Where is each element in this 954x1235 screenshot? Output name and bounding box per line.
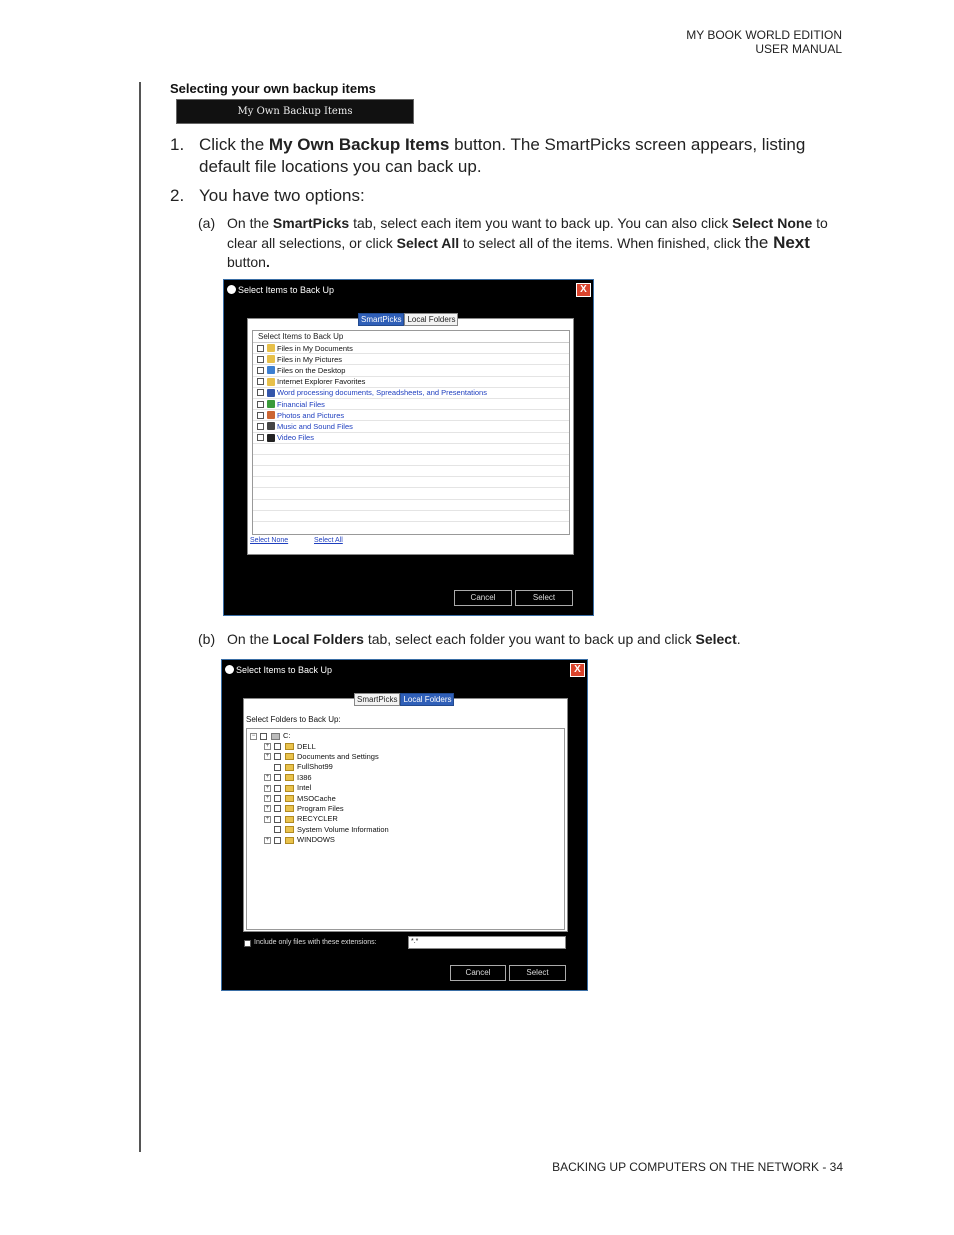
sub-step-a-label: (a) [198,215,216,231]
empty-row [253,488,569,499]
sub-step-b-label: (b) [198,631,216,647]
smartpicks-item-label: Music and Sound Files [277,421,353,431]
folder-row[interactable] [264,783,564,793]
smartpicks-item-label: Internet Explorer Favorites [277,377,366,387]
folder-row[interactable] [264,814,564,824]
dialog-1-close-button[interactable]: X [576,283,591,297]
extensions-label: Include only files with these extensions: [254,939,377,946]
step-2-text: You have two options: [199,186,365,205]
section-title: Selecting your own backup items [170,81,376,96]
dialog-2-panel [243,695,568,932]
folder-icon [285,785,294,792]
running-header [686,28,842,56]
sub-b-b2: Select [695,631,737,647]
my-own-backup-items-button-image: My Own Backup Items [176,99,414,124]
expand-icon[interactable]: + [265,795,270,802]
expand-icon [264,826,271,833]
sub-a-b1: SmartPicks [272,215,350,231]
folder-row[interactable] [264,793,564,803]
dialog-1-panel [247,315,574,555]
folder-label: WINDOWS [297,835,335,845]
checkbox[interactable] [257,423,264,430]
step-1 [170,134,806,176]
smartpicks-item[interactable] [253,365,569,376]
smartpicks-item[interactable] [253,343,569,354]
expand-icon[interactable]: + [265,805,270,812]
step-1-pre: Click the [199,135,269,154]
checkbox[interactable] [257,345,264,352]
drive-icon [271,733,280,740]
checkbox[interactable] [274,816,281,823]
smartpicks-list [252,330,570,535]
app-icon [225,665,234,674]
folder-icon [285,816,294,823]
empty-row [253,466,569,477]
empty-row [253,455,569,466]
select-folders-label: Select Folders to Back Up: [246,715,341,724]
folder-row[interactable] [264,804,564,814]
tab-smartpicks[interactable]: SmartPicks [354,693,400,706]
folder-row[interactable] [264,825,564,835]
expand-icon[interactable]: + [265,753,270,760]
dialog-2-close-button[interactable]: X [570,663,585,677]
checkbox[interactable] [274,743,281,750]
folder-rows [250,741,564,845]
item-type-icon [267,355,275,363]
local-folders-dialog [221,659,588,991]
smartpicks-list-header: Select Items to Back Up [253,331,569,343]
checkbox[interactable] [274,764,281,771]
sub-b-t3: . [736,631,741,647]
smartpicks-item-label: Files on the Desktop [277,365,346,375]
step-1-number: 1. [170,135,185,154]
checkbox[interactable] [274,774,281,781]
dialog-1-select-button[interactable]: Select [515,590,573,606]
folder-icon [285,753,294,760]
select-none-link[interactable]: Select None [250,537,289,544]
checkbox[interactable] [274,785,281,792]
header-line-2: USER MANUAL [755,42,842,56]
sub-step-b-text [227,630,847,649]
folder-label: RECYCLER [297,814,338,824]
smartpicks-item[interactable] [253,433,569,444]
sub-a-b4: Next [773,233,810,252]
folder-label: Intel [297,783,312,793]
item-type-icon [267,344,275,352]
smartpicks-item-label: Word processing documents, Spreadsheets, and Presentations [277,388,487,398]
tree-root-label: C: [283,731,291,741]
dialog-2-tabs [354,693,454,706]
checkbox[interactable] [260,733,267,740]
checkbox[interactable] [257,412,264,419]
folder-row[interactable] [264,752,564,762]
smartpicks-item[interactable] [253,377,569,388]
select-all-link[interactable]: Select All [314,537,343,544]
checkbox[interactable] [257,367,264,374]
header-line-1: MY BOOK WORLD EDITION [686,28,842,42]
tab-local-folders[interactable]: Local Folders [404,313,458,326]
sub-b-t2: tab, select each folder you want to back up and click [363,631,696,647]
step-2 [170,185,365,207]
folder-icon [285,837,294,844]
dialog-2-titlebar [222,660,587,680]
folder-icon [285,774,294,781]
folder-label: MSOCache [297,793,336,803]
sub-b-b1: Local Folders [272,631,364,647]
expand-icon[interactable]: + [265,815,270,822]
folder-tree [246,728,565,930]
checkbox[interactable] [257,378,264,385]
sub-a-t3: to clear all selections, or click [227,215,828,251]
folder-icon [285,743,294,750]
step-1-post: button. The SmartPicks screen appears, listing default file locations you can back up. [199,135,806,176]
step-1-text [199,134,819,178]
empty-row [253,511,569,522]
dialog-1-titlebar [224,280,593,300]
folder-icon [285,826,294,833]
sub-b-t1: On the [227,631,273,647]
empty-row [253,500,569,511]
empty-row [253,444,569,455]
folder-row[interactable] [264,762,564,772]
sub-a-t1: On the [227,215,273,231]
tab-smartpicks[interactable]: SmartPicks [358,313,404,326]
checkbox[interactable] [274,805,281,812]
step-1-bold: My Own Backup Items [268,135,450,154]
step-2-number: 2. [170,186,185,205]
dialog-1-title: Select Items to Back Up [238,285,335,295]
smartpicks-item-label: Video Files [277,433,314,443]
tab-local-folders[interactable]: Local Folders [400,693,454,706]
folder-label: FullShot99 [297,762,333,772]
checkbox[interactable] [274,826,281,833]
folder-label: System Volume Information [297,824,389,834]
sub-a-b2: Select None [732,215,813,231]
sub-a-t4: to select all of the items. When finished, click [459,235,745,251]
extensions-input[interactable]: *.* [408,936,566,949]
smartpicks-item[interactable] [253,399,569,410]
smartpicks-item-label: Financial Files [277,399,325,409]
folder-icon [285,795,294,802]
item-type-icon [267,411,275,419]
item-type-icon [267,378,275,386]
expand-icon[interactable]: + [265,743,270,750]
smartpicks-item[interactable] [253,421,569,432]
sub-a-t7: . [265,254,270,270]
checkbox[interactable] [274,837,281,844]
empty-row [253,477,569,488]
dialog-2-title: Select Items to Back Up [236,665,333,675]
checkbox[interactable] [274,753,281,760]
checkbox[interactable] [274,795,281,802]
folder-row[interactable] [264,773,564,783]
folder-row[interactable] [264,741,564,751]
tree-root[interactable] [250,731,564,741]
checkbox[interactable] [257,389,264,396]
item-type-icon [267,434,275,442]
folder-label: DELL [297,741,316,751]
folder-row[interactable] [264,835,564,845]
folder-icon [285,805,294,812]
folder-label: Documents and Settings [297,751,379,761]
checkbox[interactable] [257,356,264,363]
smartpicks-item[interactable] [253,410,569,421]
dialog-2-cancel-button[interactable]: Cancel [450,965,506,981]
folder-label: I386 [297,772,312,782]
dialog-2-select-button[interactable]: Select [509,965,566,981]
folder-label: Program Files [297,803,344,813]
margin-rule [139,82,141,1152]
checkbox[interactable] [257,434,264,441]
sub-a-t5: the [744,233,774,252]
smartpicks-item-label: Files in My Pictures [277,354,343,364]
smartpicks-item-label: Photos and Pictures [277,410,345,420]
dialog-1-tabs [358,313,458,326]
item-type-icon [267,422,275,430]
item-type-icon [267,389,275,397]
sub-step-a-text [227,214,847,272]
app-icon [227,285,236,294]
item-type-icon [267,366,275,374]
expand-icon[interactable]: + [265,774,270,781]
checkbox[interactable] [257,401,264,408]
item-type-icon [267,400,275,408]
sub-a-b3: Select All [396,235,460,251]
sub-a-t6: button [227,254,266,270]
running-footer: BACKING UP COMPUTERS ON THE NETWORK - 34 [552,1160,843,1174]
sub-a-t2: tab, select each item you want to back up. You can also click [349,215,733,231]
extensions-checkbox[interactable] [244,940,251,947]
expand-icon[interactable]: + [265,836,270,843]
expand-icon [264,764,271,771]
expand-icon[interactable]: + [265,784,270,791]
smartpicks-dialog [223,279,594,616]
folder-icon [285,764,294,771]
smartpicks-item[interactable] [253,354,569,365]
dialog-1-cancel-button[interactable]: Cancel [454,590,512,606]
collapse-icon[interactable]: − [251,732,256,739]
smartpicks-item-label: Files in My Documents [277,343,353,353]
smartpicks-rows [253,343,569,522]
smartpicks-item[interactable] [253,388,569,399]
